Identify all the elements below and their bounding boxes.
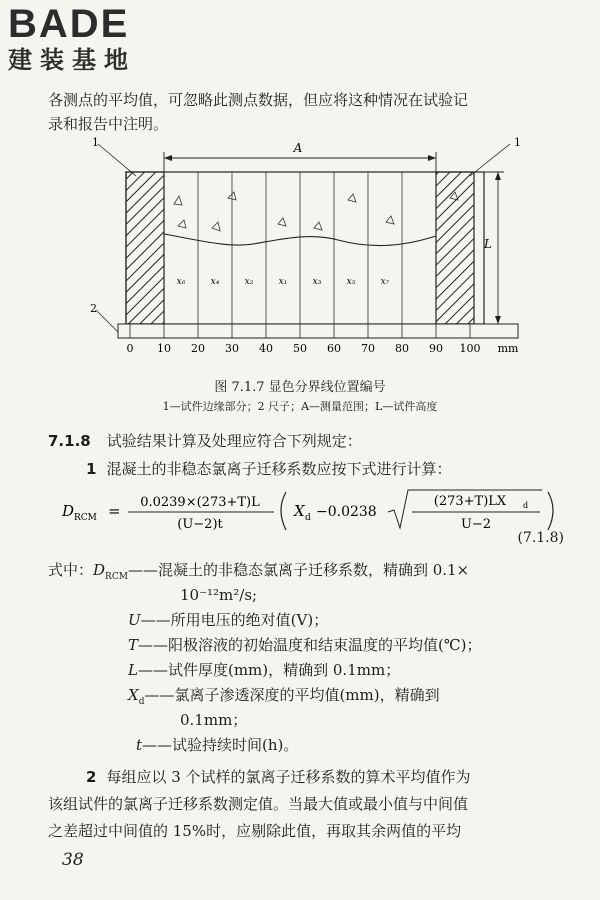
ruler-tick-label: 20	[191, 342, 205, 355]
definition-symbol: D	[93, 561, 106, 579]
ruler-tick-label: 90	[429, 342, 443, 355]
segment-label: x₃	[312, 277, 322, 287]
definition-text: ——氯离子渗透深度的平均值(mm)，精确到	[144, 686, 440, 704]
boundary-position-figure	[78, 136, 534, 358]
item-2-line-3: 之差超过中间值的 15%时，应剔除此值，再取其余两值的平均	[48, 822, 462, 840]
formula-sqrt-numerator: (273+T)LX	[433, 494, 507, 509]
formula-minus-coeff: −0.0238	[316, 504, 377, 520]
ruler-tick-label: 80	[395, 342, 409, 355]
definition-symbol: t	[136, 736, 143, 754]
page-number: 38	[62, 850, 84, 870]
ruler-labels	[127, 342, 519, 355]
formula-frac-denominator: (U−2)t	[177, 517, 223, 532]
definition-continuation: 0.1mm；	[180, 711, 248, 729]
formula-left-paren	[281, 492, 286, 530]
item-2-line-1: 每组应以 3 个试样的氯离子迁移系数的算术平均值作为	[106, 768, 471, 786]
section-title: 试验结果计算及处理应符合下列规定：	[106, 432, 362, 450]
definition-symbol-sub: d	[138, 697, 145, 707]
ruler-tick-label: 100	[459, 342, 481, 355]
dimension-label-L: L	[484, 237, 492, 251]
definition-item	[48, 733, 482, 758]
item-1-number: 1	[86, 460, 97, 478]
definition-item	[48, 658, 482, 683]
ruler-tick-label: 70	[361, 342, 375, 355]
definition-text: ——试件厚度(mm)，精确到 0.1mm；	[137, 661, 401, 679]
definition-symbol: L	[128, 661, 138, 679]
formula-lhs-sub: RCM	[74, 513, 97, 523]
definition-text: ——试验持续时间(h)。	[142, 736, 299, 754]
ruler-bar	[118, 324, 518, 338]
segment-label: x₇	[380, 277, 390, 287]
formula-right-paren	[548, 492, 553, 530]
formula-7-1-8	[62, 486, 562, 534]
formula-x: X	[294, 502, 305, 520]
formula-sqrt-denominator: U−2	[460, 517, 492, 532]
item-2-number: 2	[86, 768, 97, 786]
item-2	[48, 764, 568, 845]
definitions-lead: 式中：	[48, 561, 94, 579]
left-edge-hatch	[126, 172, 164, 324]
definition-text: ——混凝土的非稳态氯离子迁移系数，精确到 0.1×	[127, 561, 470, 579]
definition-item	[48, 608, 482, 633]
definition-text: ——阳极溶液的初始温度和结束温度的平均值(℃)；	[138, 636, 482, 654]
definition-text: ——所用电压的绝对值(V)；	[140, 611, 329, 629]
segment-label: x₄	[210, 277, 220, 287]
aggregate-marks	[174, 192, 458, 231]
definition-continuation: 10⁻¹²m²/s;	[180, 586, 258, 604]
ruler-unit: mm	[497, 342, 519, 355]
logo-subtitle: 建装基地	[8, 46, 136, 74]
segment-label: x₂	[244, 277, 254, 287]
callout-2: 2	[90, 302, 97, 315]
ruler-tick-label: 50	[293, 342, 307, 355]
ruler-tick-label: 40	[259, 342, 273, 355]
section-number: 7.1.8	[48, 432, 91, 450]
dimension-label-A: A	[293, 141, 303, 155]
section-heading	[48, 430, 362, 451]
formula-equals: =	[108, 502, 121, 520]
formula-lhs: D	[62, 502, 75, 520]
definition-symbol: X	[128, 686, 139, 704]
formula-x-sub: d	[305, 513, 311, 523]
segment-label: x₆	[176, 277, 186, 287]
measurement-lines	[198, 172, 402, 324]
logo	[8, 4, 178, 74]
equation-number: (7.1.8)	[517, 530, 564, 546]
definition-item	[48, 683, 482, 708]
right-edge-hatch	[436, 172, 474, 324]
ruler-tick-label: 60	[327, 342, 341, 355]
specimen-outline	[126, 172, 484, 324]
formula-frac-numerator: 0.0239×(273+T)L	[140, 495, 260, 510]
definition-item	[48, 633, 482, 658]
definitions-list	[48, 558, 482, 758]
intro-line-1: 各测点的平均值，可忽略此测点数据，但应将这种情况在试验记	[48, 91, 469, 109]
item-1-text: 混凝土的非稳态氯离子迁移系数应按下式进行计算：	[106, 460, 452, 478]
formula-sqrt-numerator-sub: d	[523, 501, 529, 510]
callout-1-left: 1	[92, 136, 99, 149]
definition-symbol-sub: RCM	[105, 572, 128, 582]
definition-item	[48, 558, 482, 583]
definition-symbol: U	[128, 611, 141, 629]
logo-wordmark: BADE	[8, 2, 130, 46]
callout-1-right: 1	[514, 136, 521, 149]
figure-legend: 1—试件边缘部分；2 尺子；A—测量范围；L—试件高度	[162, 400, 438, 413]
segment-labels	[177, 277, 390, 287]
intro-paragraph	[48, 88, 560, 136]
ruler-tick-label: 10	[157, 342, 171, 355]
segment-label: x₁	[278, 277, 288, 287]
definition-symbol: T	[128, 636, 139, 654]
intro-line-2: 录和报告中注明。	[48, 115, 169, 133]
segment-label: x₅	[346, 277, 356, 287]
ruler-tick-label: 30	[225, 342, 239, 355]
figure-caption: 图 7.1.7 显色分界线位置编号	[214, 380, 386, 395]
ruler-tick-label: 0	[126, 342, 134, 355]
item-1	[86, 458, 451, 479]
item-2-line-2: 该组试件的氯离子迁移系数测定值。当最大值或最小值与中间值	[48, 795, 469, 813]
